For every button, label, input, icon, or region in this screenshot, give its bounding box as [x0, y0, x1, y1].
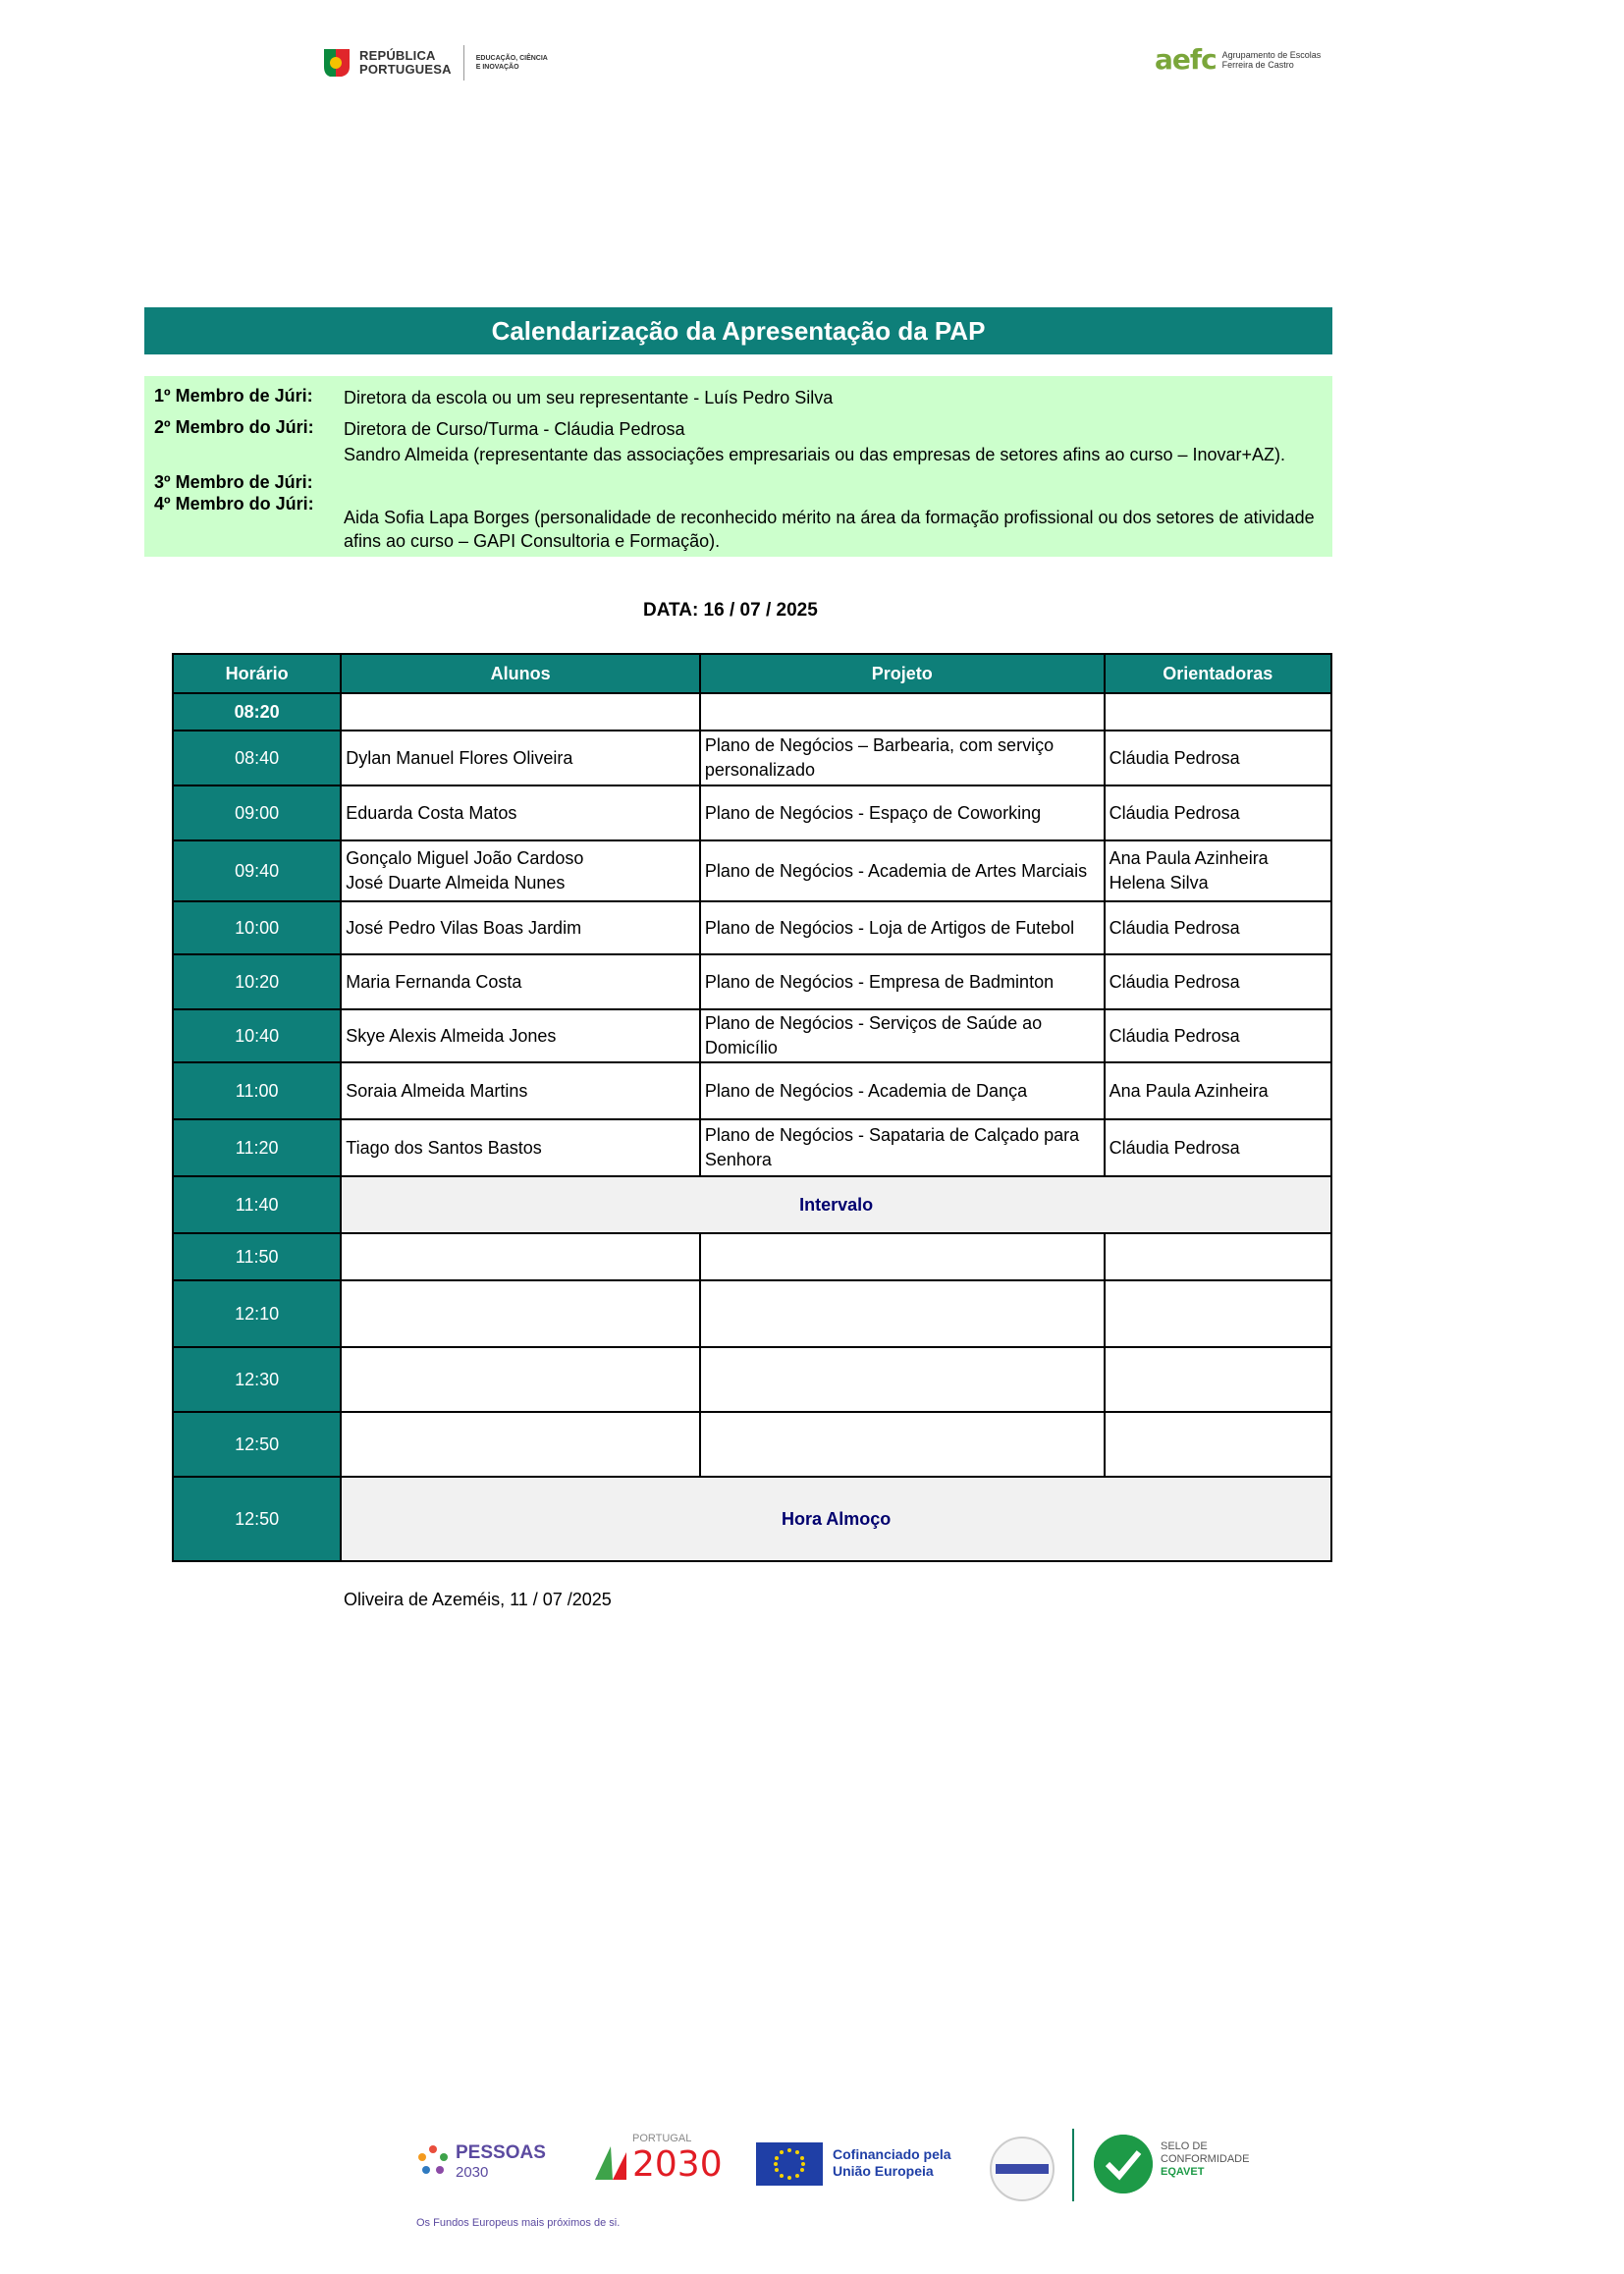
table-row: [173, 954, 1331, 1009]
table-row: [173, 1412, 1331, 1477]
column-header: Projeto: [700, 654, 1105, 693]
orientadoras-text: Cláudia Pedrosa: [1109, 1025, 1240, 1046]
jury-label: 2º Membro do Júri:: [154, 417, 314, 437]
funding-logos: [416, 2129, 1280, 2229]
time-cell: 09:00: [173, 785, 341, 840]
portugal-2030-logo: [593, 2133, 721, 2192]
banner-row: [173, 1176, 1331, 1233]
presentation-date: DATA: 16 / 07 / 2025: [643, 600, 818, 621]
table-header-row: [173, 654, 1331, 693]
projeto-cell: Plano de Negócios - Serviços de Saúde ao Domicílio: [700, 1009, 1105, 1062]
table-row: [173, 901, 1331, 954]
alunos-cell: [341, 1412, 700, 1477]
time-cell: 12:50: [173, 1412, 341, 1477]
republica-portuguesa-logo: [322, 45, 548, 81]
time-cell: 11:50: [173, 1233, 341, 1280]
table-row: [173, 1347, 1331, 1412]
table-row: [173, 1119, 1331, 1176]
ministry-line-1: EDUCAÇÃO, CIÊNCIA: [475, 55, 548, 62]
alunos-text: Dylan Manuel Flores Oliveira: [346, 747, 573, 768]
orientadoras-cell: [1105, 785, 1331, 840]
schedule-table: [172, 653, 1332, 1562]
table-row: [173, 1280, 1331, 1347]
eqavet-line-1: SELO DE: [1161, 2140, 1208, 2152]
eu-flag-icon: [756, 2142, 823, 2186]
time-cell: 11:40: [173, 1176, 341, 1233]
orientadoras-cell: [1105, 1062, 1331, 1119]
orientadoras-text: Ana Paula Azinheira: [1109, 1080, 1269, 1101]
alunos-text: Skye Alexis Almeida Jones: [346, 1025, 557, 1046]
document-title: Calendarização da Apresentação da PAP: [144, 307, 1332, 354]
time-cell: 12:50: [173, 1477, 341, 1561]
alunos-text: Soraia Almeida Martins: [346, 1080, 528, 1101]
table-row: [173, 1009, 1331, 1062]
orientadoras-text: Cláudia Pedrosa: [1109, 917, 1240, 938]
table-row: [173, 731, 1331, 785]
banner-row: [173, 1477, 1331, 1561]
orientadoras-text: Cláudia Pedrosa: [1109, 747, 1240, 768]
jury-label: 3º Membro de Júri:: [154, 472, 313, 492]
projeto-cell: [700, 693, 1105, 731]
projeto-cell: Plano de Negócios - Espaço de Coworking: [700, 785, 1105, 840]
banner-cell: Hora Almoço: [341, 1477, 1331, 1561]
pessoas-dots-icon: [416, 2144, 450, 2178]
orientadoras-cell: [1105, 840, 1331, 901]
alunos-cell: [341, 1009, 700, 1062]
table-row: [173, 1062, 1331, 1119]
portugal-small-text: PORTUGAL: [632, 2133, 692, 2144]
alunos-cell: [341, 1062, 700, 1119]
alunos-cell: [341, 1233, 700, 1280]
schedule-body: [173, 693, 1331, 1561]
time-cell: 09:40: [173, 840, 341, 901]
portugal-2030-mark-icon: [593, 2142, 628, 2182]
projeto-cell: Plano de Negócios - Academia de Dança: [700, 1062, 1105, 1119]
aefc-sub-line-1: Agrupamento de Escolas: [1221, 49, 1322, 60]
alunos-cell: [341, 693, 700, 731]
table-row: [173, 785, 1331, 840]
alunos-cell: [341, 1280, 700, 1347]
alunos-text: Maria Fernanda Costa: [346, 971, 522, 992]
orientadoras-cell: [1105, 1347, 1331, 1412]
eqavet-check-icon: [1094, 2135, 1153, 2193]
portugal-flag-icon: [322, 47, 352, 79]
alunos-text: José Pedro Vilas Boas Jardim: [346, 917, 582, 938]
orientadoras-cell: [1105, 954, 1331, 1009]
column-header: Orientadoras: [1105, 654, 1331, 693]
projeto-cell: [700, 1347, 1105, 1412]
banner-cell: Intervalo: [341, 1176, 1331, 1233]
table-row: [173, 693, 1331, 731]
jury-block: [144, 376, 1332, 557]
table-row: [173, 840, 1331, 901]
orientadoras-cell: [1105, 693, 1331, 731]
alunos-cell: [341, 1347, 700, 1412]
eu-line-1: Cofinanciado pela: [833, 2146, 951, 2162]
time-cell: 10:40: [173, 1009, 341, 1062]
logo-line-1: REPÚBLICA: [359, 48, 436, 63]
time-cell: 10:20: [173, 954, 341, 1009]
pessoas-year: 2030: [456, 2164, 489, 2181]
logo-line-2: PORTUGUESA: [359, 62, 452, 77]
alunos-cell: [341, 840, 700, 901]
orientadoras-cell: [1105, 1280, 1331, 1347]
orientadoras-cell: [1105, 731, 1331, 785]
pessoas-name: PESSOAS: [456, 2142, 546, 2163]
aefc-logo-mark: aefc: [1155, 43, 1217, 76]
jury-label: 4º Membro do Júri:: [154, 494, 314, 514]
time-cell: 12:30: [173, 1347, 341, 1412]
column-header: Alunos: [341, 654, 700, 693]
jury-text: Diretora de Curso/Turma - Cláudia Pedrosa: [344, 419, 685, 439]
logo-divider: [463, 45, 464, 81]
orientadoras-cell: [1105, 1009, 1331, 1062]
alunos-cell: [341, 1119, 700, 1176]
estrategia-badge-icon: [990, 2137, 1055, 2201]
orientadoras-cell: [1105, 1119, 1331, 1176]
alunos-text: Gonçalo Miguel João Cardoso: [346, 848, 584, 868]
projeto-cell: Plano de Negócios - Loja de Artigos de Futebol: [700, 901, 1105, 954]
orientadoras-cell: [1105, 1233, 1331, 1280]
eu-line-2: União Europeia: [833, 2163, 934, 2179]
time-cell: 11:00: [173, 1062, 341, 1119]
orientadoras-text: Ana Paula Azinheira: [1109, 848, 1269, 868]
projeto-cell: Plano de Negócios - Sapataria de Calçado para Senhora: [700, 1119, 1105, 1176]
aefc-logo: [1155, 43, 1321, 76]
alunos-text: Eduarda Costa Matos: [346, 802, 517, 823]
eqavet-line-3: EQAVET: [1161, 2166, 1205, 2178]
projeto-cell: Plano de Negócios - Academia de Artes Marciais: [700, 840, 1105, 901]
footer-divider: [1072, 2129, 1074, 2201]
ministry-line-2: E INOVAÇÃO: [475, 64, 519, 71]
alunos-text: José Duarte Almeida Nunes: [346, 873, 566, 893]
orientadoras-text: Cláudia Pedrosa: [1109, 802, 1240, 823]
aefc-sub-line-2: Ferreira de Castro: [1221, 59, 1294, 70]
projeto-cell: [700, 1233, 1105, 1280]
projeto-cell: [700, 1412, 1105, 1477]
time-cell: 08:20: [173, 693, 341, 731]
orientadoras-text: Cláudia Pedrosa: [1109, 1137, 1240, 1158]
projeto-cell: Plano de Negócios – Barbearia, com serviço personalizado: [700, 731, 1105, 785]
table-row: [173, 1233, 1331, 1280]
orientadoras-text: Cláudia Pedrosa: [1109, 971, 1240, 992]
projeto-cell: Plano de Negócios - Empresa de Badminton: [700, 954, 1105, 1009]
time-cell: 12:10: [173, 1280, 341, 1347]
alunos-cell: [341, 785, 700, 840]
column-header: Horário: [173, 654, 341, 693]
time-cell: 08:40: [173, 731, 341, 785]
jury-text: Aida Sofia Lapa Borges (personalidade de reconhecido mérito na área da formação profissional ou dos setores de atividade afins ao curso – GAPI Consultoria e Formação).: [344, 508, 1315, 551]
pessoas-tagline: Os Fundos Europeus mais próximos de si.: [416, 2217, 621, 2229]
place-and-date: Oliveira de Azeméis, 11 / 07 /2025: [344, 1590, 612, 1609]
portugal-big-text: 2030: [632, 2144, 723, 2185]
orientadoras-cell: [1105, 1412, 1331, 1477]
eu-cofinanced-logo: [756, 2142, 982, 2188]
time-cell: 10:00: [173, 901, 341, 954]
orientadoras-text: Helena Silva: [1109, 873, 1209, 893]
alunos-cell: [341, 901, 700, 954]
jury-label: 1º Membro de Júri:: [154, 386, 313, 406]
jury-text: Diretora da escola ou um seu representante - Luís Pedro Silva: [344, 388, 834, 407]
orientadoras-cell: [1105, 901, 1331, 954]
alunos-cell: [341, 731, 700, 785]
jury-text: Sandro Almeida (representante das associações empresariais ou das empresas de setores afins ao curso – Inovar+AZ).: [344, 445, 1286, 464]
alunos-cell: [341, 954, 700, 1009]
projeto-cell: [700, 1280, 1105, 1347]
alunos-text: Tiago dos Santos Bastos: [346, 1137, 542, 1158]
eqavet-line-2: CONFORMIDADE: [1161, 2153, 1250, 2165]
time-cell: 11:20: [173, 1119, 341, 1176]
